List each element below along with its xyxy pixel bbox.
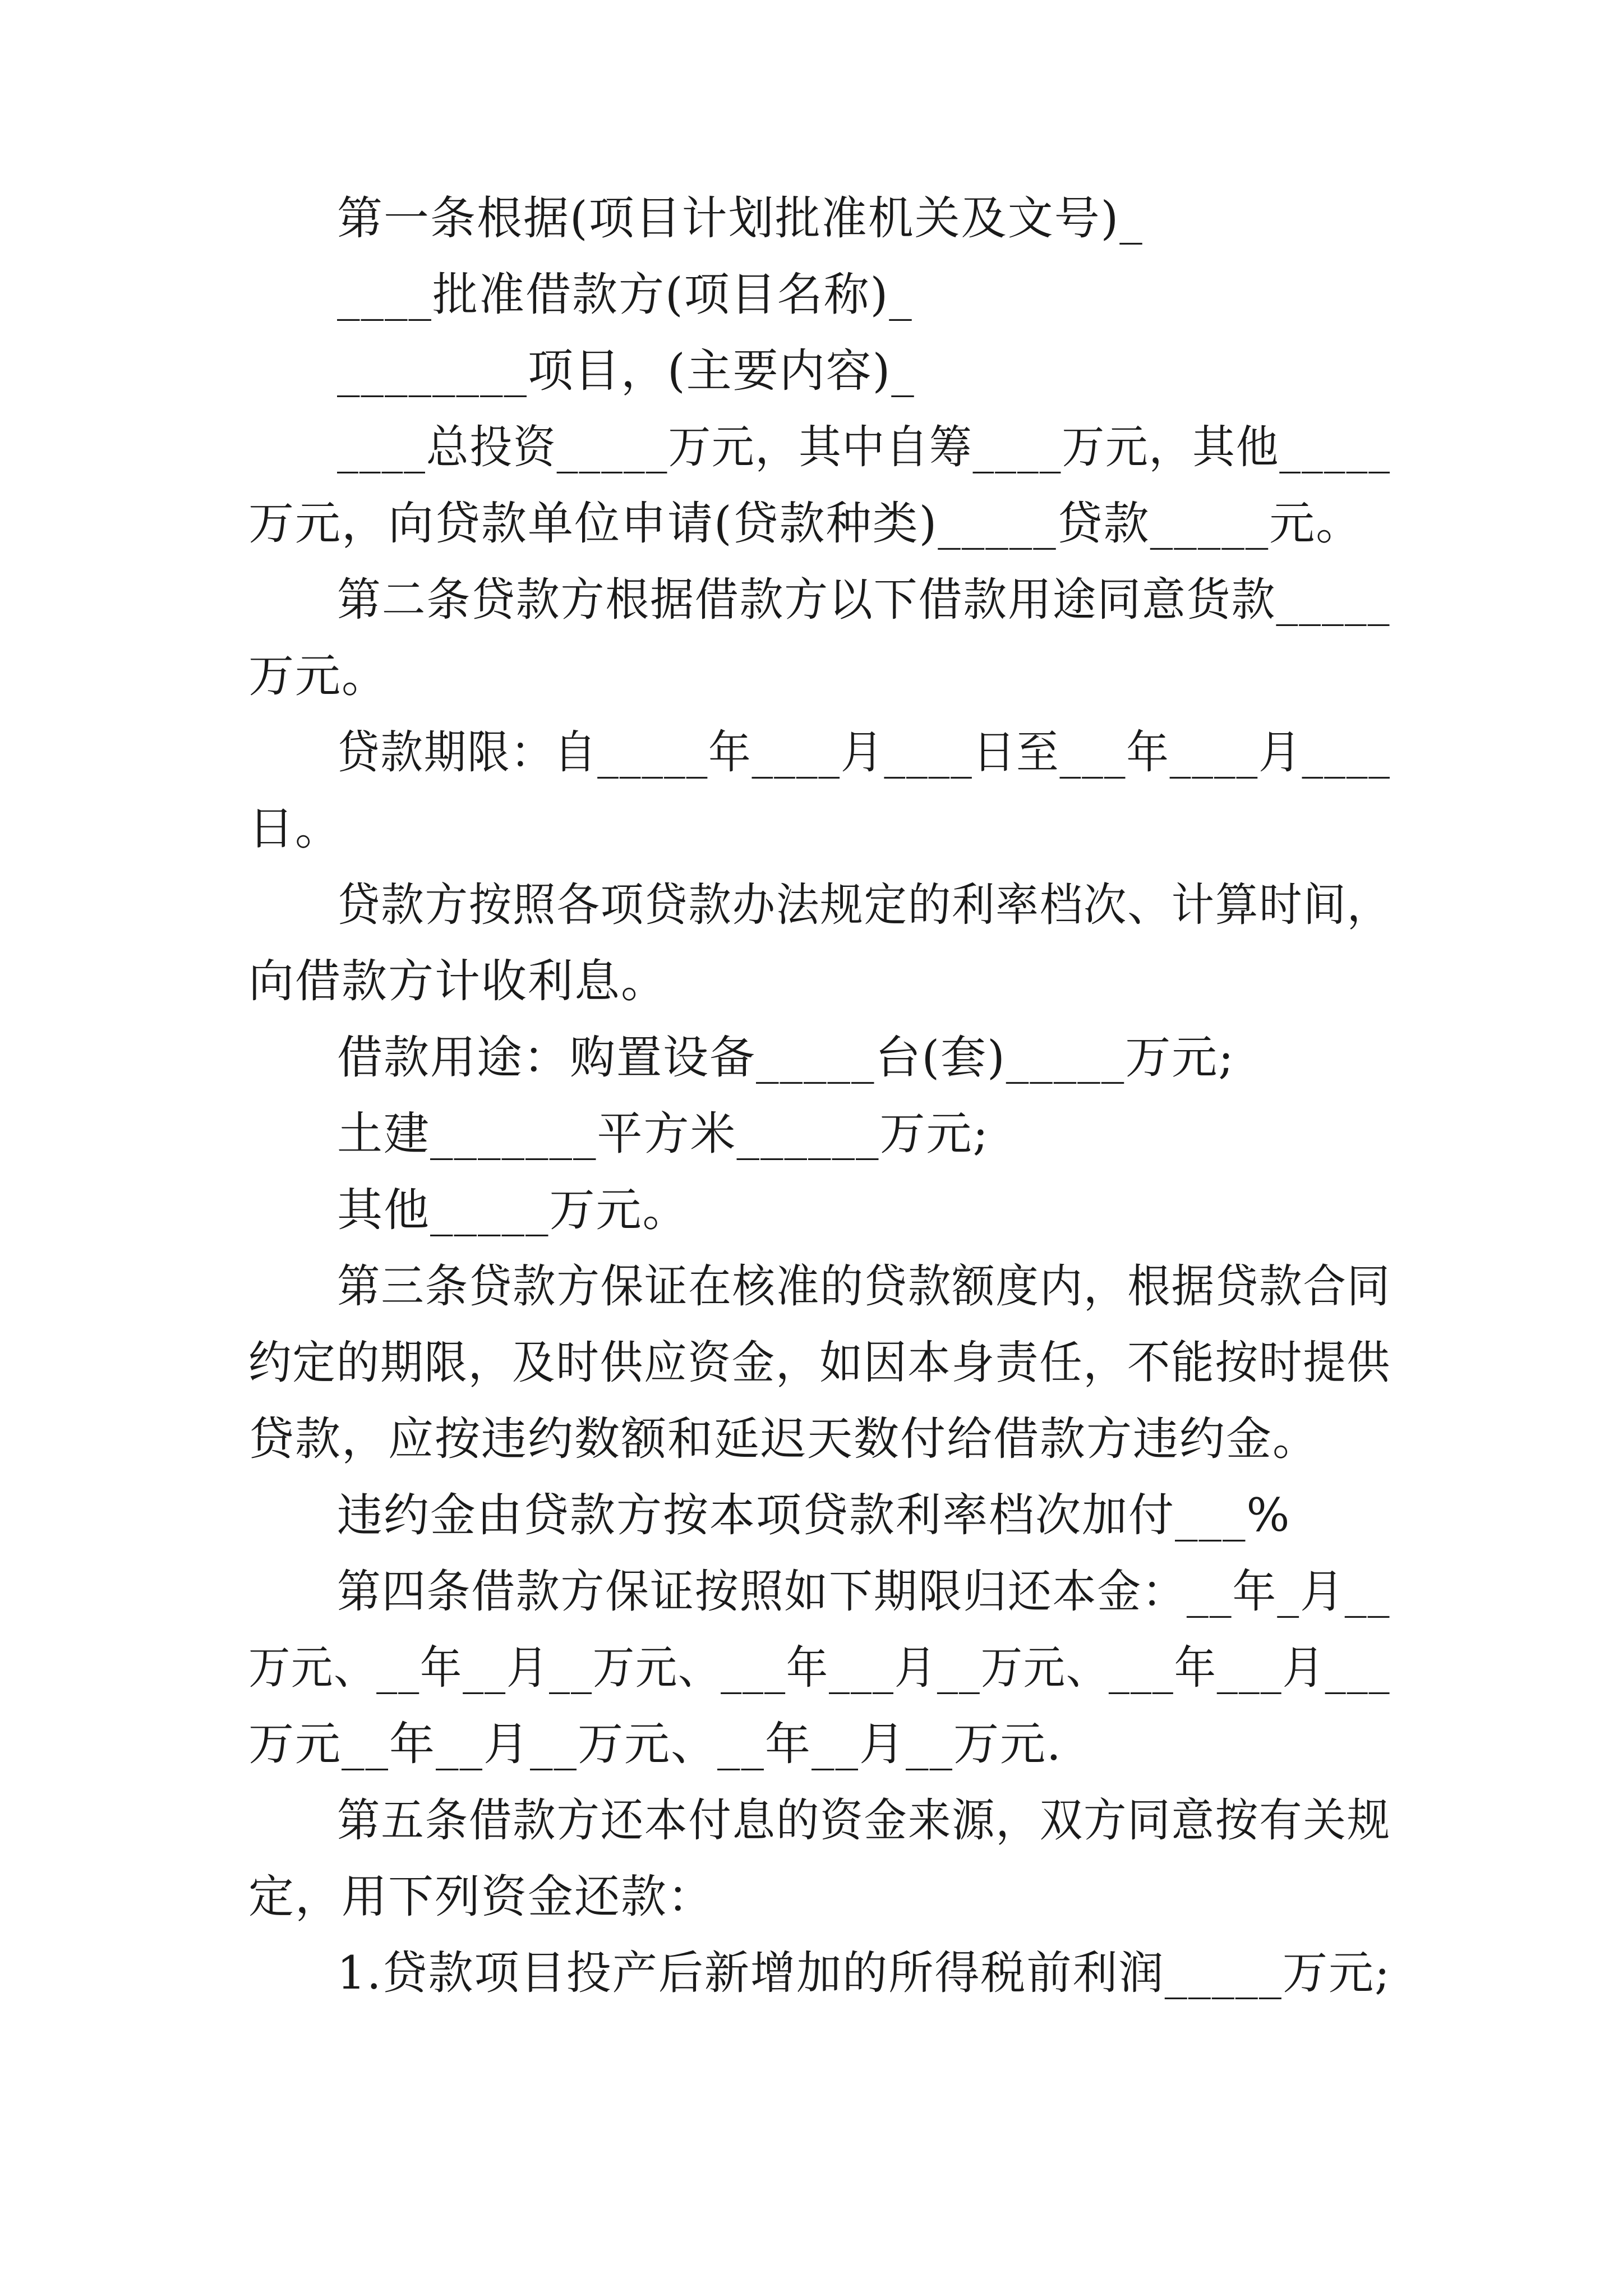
clause-1-line-4: ____总投资_____万元，其中自筹____万元，其他_____ — [337, 421, 1391, 474]
loan-use-line-2: 土建_______平方米______万元; — [337, 1108, 989, 1161]
clause-1-line-3: ________项目，(主要内容)_ — [337, 345, 915, 398]
clause-5-line-2: 定，用下列资金还款： — [248, 1871, 714, 1924]
repayment-source-item-1: 1.贷款项目投产后新增加的所得税前利润_____万元; — [337, 1947, 1391, 2000]
clause-4-line-3: 万元__年__月__万元、__年__月__万元. — [248, 1718, 1062, 1771]
clause-3-line-1: 第三条贷款方保证在核准的贷款额度内，根据贷款合同 — [337, 1260, 1391, 1313]
loan-term-line-2: 日。 — [248, 803, 342, 855]
clause-3-line-2: 约定的期限，及时供应资金，如因本身责任，不能按时提供 — [248, 1337, 1391, 1389]
interest-line-2: 向借款方计收利息。 — [248, 955, 668, 1008]
loan-use-line-3: 其他_____万元。 — [337, 1184, 689, 1237]
penalty-line: 违约金由贷款方按本项贷款利率档次加付___% — [337, 1489, 1291, 1542]
loan-use-line-1: 借款用途：购置设备_____台(套)_____万元; — [337, 1032, 1235, 1084]
clause-3-line-3: 贷款，应按违约数额和延迟天数付给借款方违约金。 — [248, 1413, 1320, 1466]
clause-4-line-1: 第四条借款方保证按照如下期限归还本金：__年_月__ — [337, 1566, 1391, 1618]
clause-2-line-1: 第二条贷款方根据借款方以下借款用途同意货款_____ — [337, 574, 1391, 627]
clause-1-line-1: 第一条根据(项目计划批准机关及文号)_ — [337, 192, 1144, 245]
loan-term-line-1: 贷款期限：自_____年____月____日至___年____月____ — [337, 726, 1391, 779]
interest-line-1: 贷款方按照各项贷款办法规定的利率档次、计算时间， — [337, 879, 1391, 932]
clause-4-line-2: 万元、__年__月__万元、___年___月__万元、___年___月___ — [248, 1642, 1391, 1695]
clause-5-line-1: 第五条借款方还本付息的资金来源，双方同意按有关规 — [337, 1795, 1391, 1847]
clause-1-line-2: ____批准借款方(项目名称)_ — [337, 269, 913, 321]
clause-1-line-5: 万元，向贷款单位申请(贷款种类)_____贷款_____元。 — [248, 498, 1363, 550]
clause-2-line-2: 万元。 — [248, 650, 389, 703]
